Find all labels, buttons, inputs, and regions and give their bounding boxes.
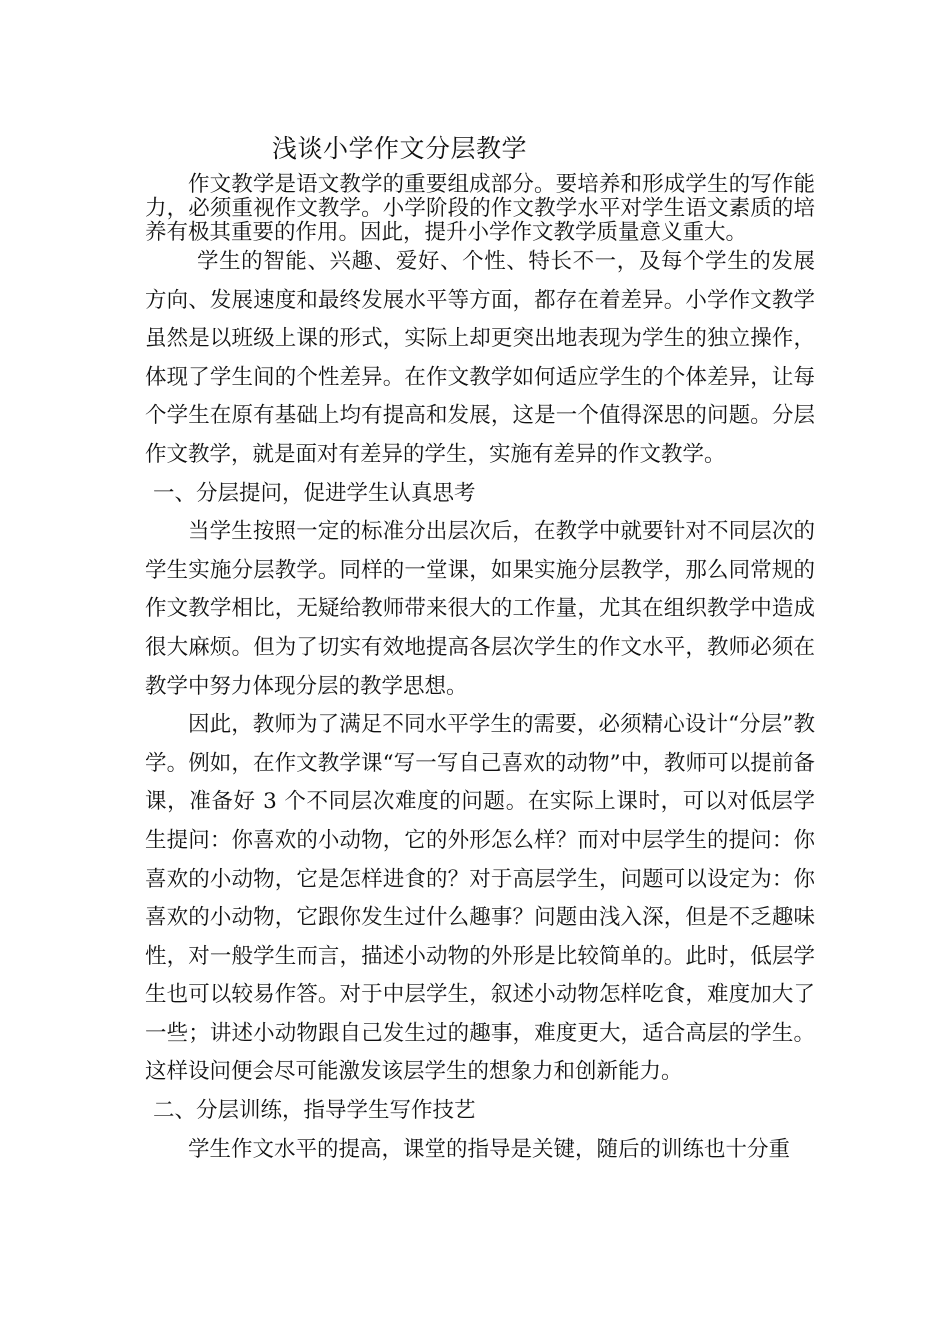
body-paragraph-2: 当学生按照一定的标准分出层次后，在教学中就要针对不同层次的学生实施分层教学。同样的一堂课，如果实施分层教学，那么同常规的作文教学相比，无疑给教师带来很大的工作量，尤其在组织教学中造成很大麻烦。但为了切实有效地提高各层次学生的作文水平，教师必须在教学中努力体现分层的教学思想。 xyxy=(145,519,815,699)
document-title: 浅谈小学作文分层教学 xyxy=(272,134,528,163)
body-paragraph-1: 学生的智能、兴趣、爱好、个性、特长不一，及每个学生的发展方向、发展速度和最终发展水平等方面，都存在着差异。小学作文教学虽然是以班级上课的形式，实际上却更突出地表现为学生的独立操作，体现了学生间的个性差异。在作文教学如何适应学生的个体差异，让每个学生在原有基础上均有提高和发展，这是一个值得深思的问题。分层作文教学，就是面对有差异的学生，实施有差异的作文教学。 xyxy=(145,249,815,467)
document-body xyxy=(145,243,815,1169)
body-paragraph-4: 学生作文水平的提高，课堂的指导是关键，随后的训练也十分重 xyxy=(188,1136,791,1162)
intro-block xyxy=(145,173,815,245)
section-heading-2: 二、分层训练，指导学生写作技艺 xyxy=(153,1098,476,1124)
body-paragraph-3: 因此，教师为了满足不同水平学生的需要，必须精心设计“分层”教学。例如，在作文教学课“写一写自己喜欢的动物”中，教师可以提前备课，准备好 3 个不同层次难度的问题。在实际上课时，可以对低层学生提问：你喜欢的小动物，它的外形怎么样？而对中层学生的提问：你喜欢的小动物，它是怎样进食的？对于高层学生，问题可以设定为：你喜欢的小动物，它跟你发生过什么趣事？问题由浅入深，但是不乏趣味性，对一般学生而言，描述小动物的外形是比较简单的。此时，低层学生也可以较易作答。对于中层学生，叙述小动物怎样吃食，难度加大了一些；讲述小动物跟自己发生过的趣事，难度更大，适合高层的学生。这样设问便会尽可能激发该层学生的想象力和创新能力。 xyxy=(145,712,815,1085)
intro-paragraph: 作文教学是语文教学的重要组成部分。要培养和形成学生的写作能力，必须重视作文教学。小学阶段的作文教学水平对学生语文素质的培养有极其重要的作用。因此，提升小学作文教学质量意义重大。 xyxy=(145,172,815,245)
section-heading-1: 一、分层提问，促进学生认真思考 xyxy=(153,480,476,506)
